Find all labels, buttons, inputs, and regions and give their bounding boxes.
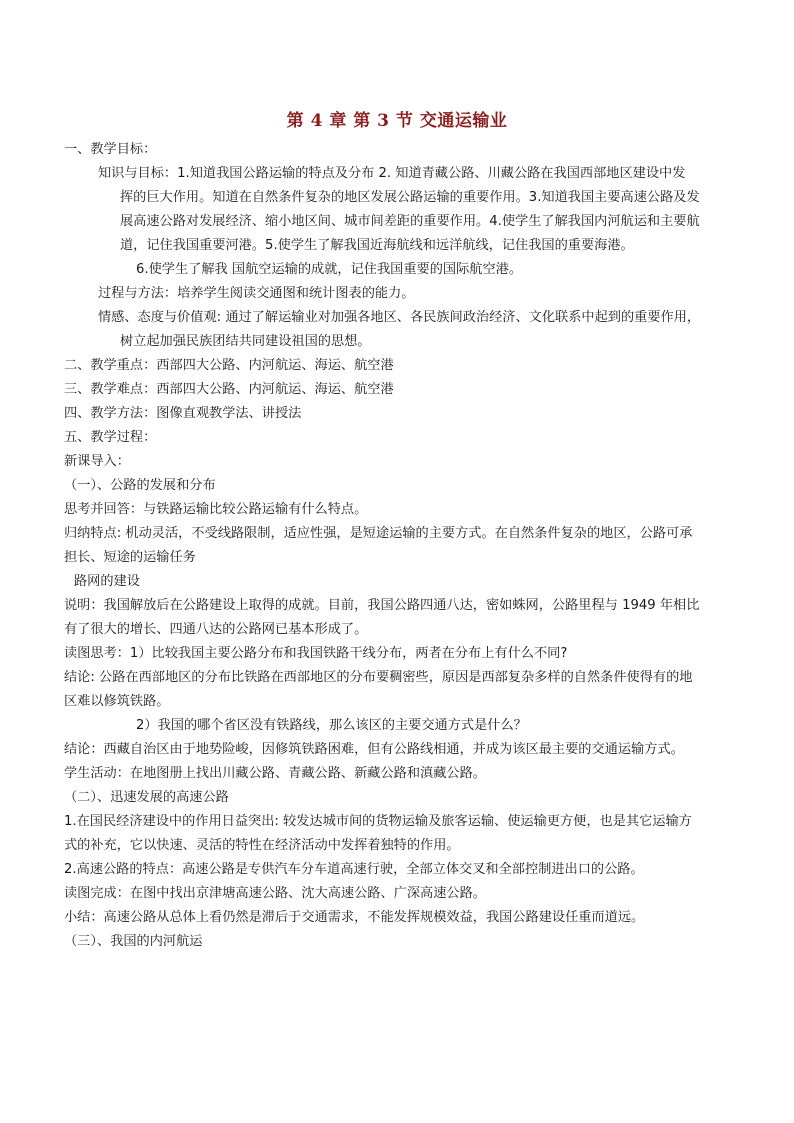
subsection-heading: （二）、迅速发展的高速公路	[64, 790, 229, 805]
paragraph-line: 2.高速公路的特点：高速公路是专供汽车分车道高速行驶，全部立体交叉和全部控制进出口的公路。	[64, 862, 644, 877]
paragraph-line: 读图完成：在图中找出京津塘高速公路、沈大高速公路、广深高速公路。	[64, 886, 486, 901]
paragraph-line: 展高速公路对发展经济、缩小地区间、城市间差距的重要作用。4.使学生了解我国内河航运和主要航	[120, 214, 700, 229]
paragraph-line: 担长、短途的运输任务	[64, 550, 196, 565]
paragraph-line: 归纳特点: 机动灵活，不受线路限制，适应性强，是短途运输的主要方式。在自然条件复杂的地区，公路可承	[64, 526, 693, 541]
paragraph-line: 情感、态度与价值观: 通过了解运输业对加强各地区、各民族间政治经济、文化联系中起到的重要作用，	[98, 310, 701, 325]
paragraph-line: 6.使学生了解我 国航空运输的成就，记住我国重要的国际航空港。	[136, 262, 523, 277]
paragraph-line: 结论：西藏自治区由于地势险峻，因修筑铁路困难，但有公路线相通，并成为该区最主要的交通运输方式。	[64, 742, 684, 757]
section-heading-methods: 四、教学方法：图像直观教学法、讲授法	[64, 406, 302, 421]
paragraph-line: 道，记住我国重要河港。5.使学生了解我国近海航线和远洋航线，记住我国的重要海港。	[120, 238, 634, 253]
paragraph-line: 小结：高速公路从总体上看仍然是滞后于交通需求，不能发挥规模效益，我国公路建设任重而道远。	[64, 910, 645, 925]
section-heading-objectives: 一、教学目标：	[64, 142, 157, 157]
paragraph-line: 说明：我国解放后在公路建设上取得的成就。目前，我国公路四通八达，密如蛛网，公路里程与 1949 年相比	[64, 598, 700, 613]
paragraph-line: 知识与目标：1.知道我国公路运输的特点及分布 2. 知道青藏公路、川藏公路在我国西部地区建设中发	[98, 166, 686, 181]
section-heading-process: 五、教学过程：	[64, 430, 157, 445]
paragraph-line: 结论: 公路在西部地区的分布比铁路在西部地区的分布要稠密些，原因是西部复杂多样的自然条件使得有的地	[64, 670, 693, 685]
subsection-heading: （三）、我国的内河航运	[64, 934, 203, 949]
paragraph-line: 过程与方法：培养学生阅读交通图和统计图表的能力。	[98, 286, 415, 301]
paragraph-line: 路网的建设	[74, 574, 140, 589]
document-title: 第 4 章 第 3 节 交通运输业	[286, 111, 508, 131]
subsection-heading: （一）、公路的发展和分布	[64, 478, 216, 493]
paragraph-line: 读图思考：1）比较我国主要公路分布和我国铁路干线分布，两者在分布上有什么不同?	[64, 646, 568, 661]
document-body	[64, 138, 736, 954]
paragraph-line: 有了很大的增长、四通八达的公路网已基本形成了。	[64, 622, 368, 637]
paragraph-line: 思考并回答：与铁路运输比较公路运输有什么特点。	[64, 502, 368, 517]
paragraph-line: 式的补充，它以快速、灵活的特性在经济活动中发挥着独特的作用。	[64, 838, 460, 853]
paragraph-line: 区难以修筑铁路。	[64, 694, 170, 709]
section-heading-key-points: 二、教学重点：西部四大公路、内河航运、海运、航空港	[64, 358, 394, 373]
paragraph-line: 挥的巨大作用。知道在自然条件复杂的地区发展公路运输的重要作用。3.知道我国主要高速公路及发	[120, 190, 700, 205]
paragraph-line: 新课导入：	[64, 454, 130, 469]
section-heading-difficulties: 三、教学难点：西部四大公路、内河航运、海运、航空港	[64, 382, 394, 397]
paragraph-line: 学生活动：在地图册上找出川藏公路、青藏公路、新藏公路和滇藏公路。	[64, 766, 486, 781]
paragraph-line: 2）我国的哪个省区没有铁路线，那么该区的主要交通方式是什么？	[136, 718, 527, 733]
paragraph-line: 1.在国民经济建设中的作用日益突出: 较发达城市间的货物运输及旅客运输、使运输更方便，也是其它运输方	[64, 814, 692, 829]
paragraph-line: 树立起加强民族团结共同建设祖国的思想。	[120, 334, 371, 349]
